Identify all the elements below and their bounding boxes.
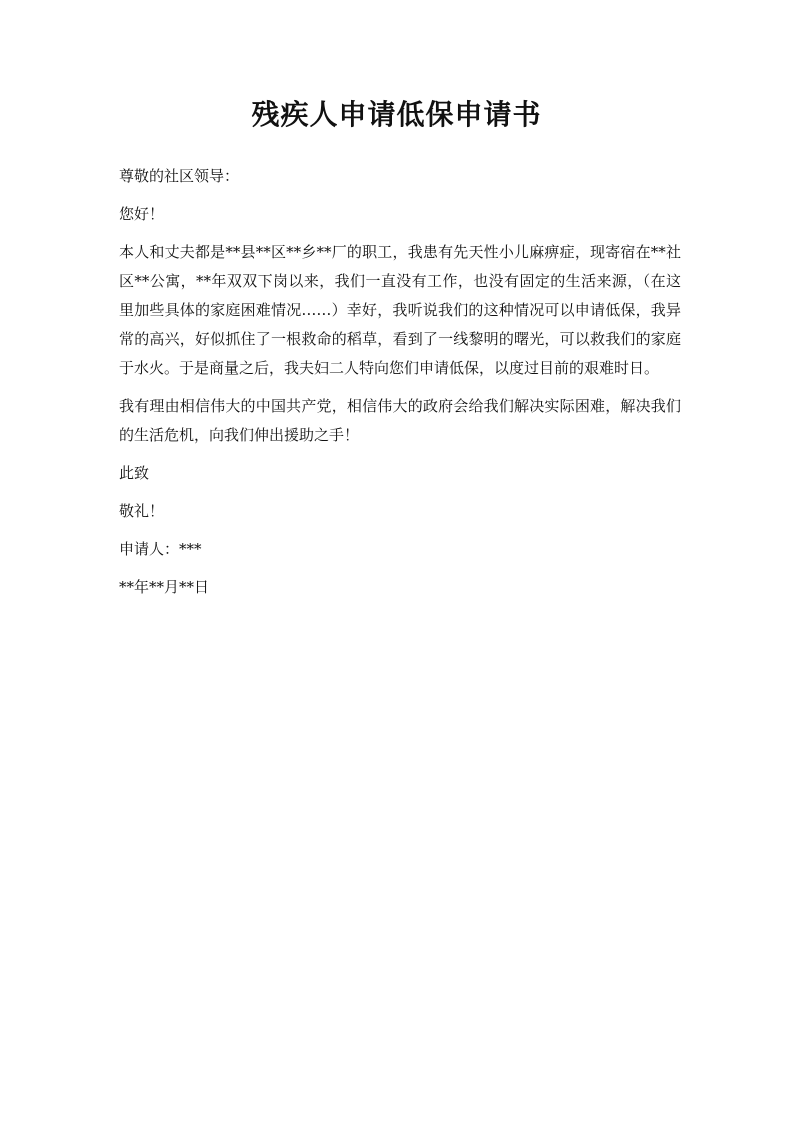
regards: 敬礼！ [119,502,165,520]
applicant-signature: 申请人：*** [119,540,202,558]
closing: 此致 [119,464,150,482]
body-paragraph-2: 我有理由相信伟大的中国共产党，相信伟大的政府会给我们解决实际困难，解决我们的生活危机，向我们伸出援助之手！ [119,397,681,444]
date-line: **年**月**日 [119,578,210,596]
greeting: 您好！ [119,205,165,223]
document-title: 残疾人申请低保申请书 [251,98,542,131]
body-paragraph-1: 本人和丈夫都是**县**区**乡**厂的职工，我患有先天性小儿麻痹症，现寄宿在**社区**公寓，**年双双下岗以来，我们一直没有工作，也没有固定的生活来源，（在这里加些具体的家庭困难情况……）幸好，我听说我们的这种情况可以申请低保，我异常的高兴，好似抓住了一根救命的稻草，看到了一线黎明的曙光，可以救我们的家庭于水火。于是商量之后，我夫妇二人特向您们申请低保，以度过目前的艰难时日。 [119,243,681,377]
letter-body [119,162,681,611]
salutation: 尊敬的社区领导： [119,167,240,185]
